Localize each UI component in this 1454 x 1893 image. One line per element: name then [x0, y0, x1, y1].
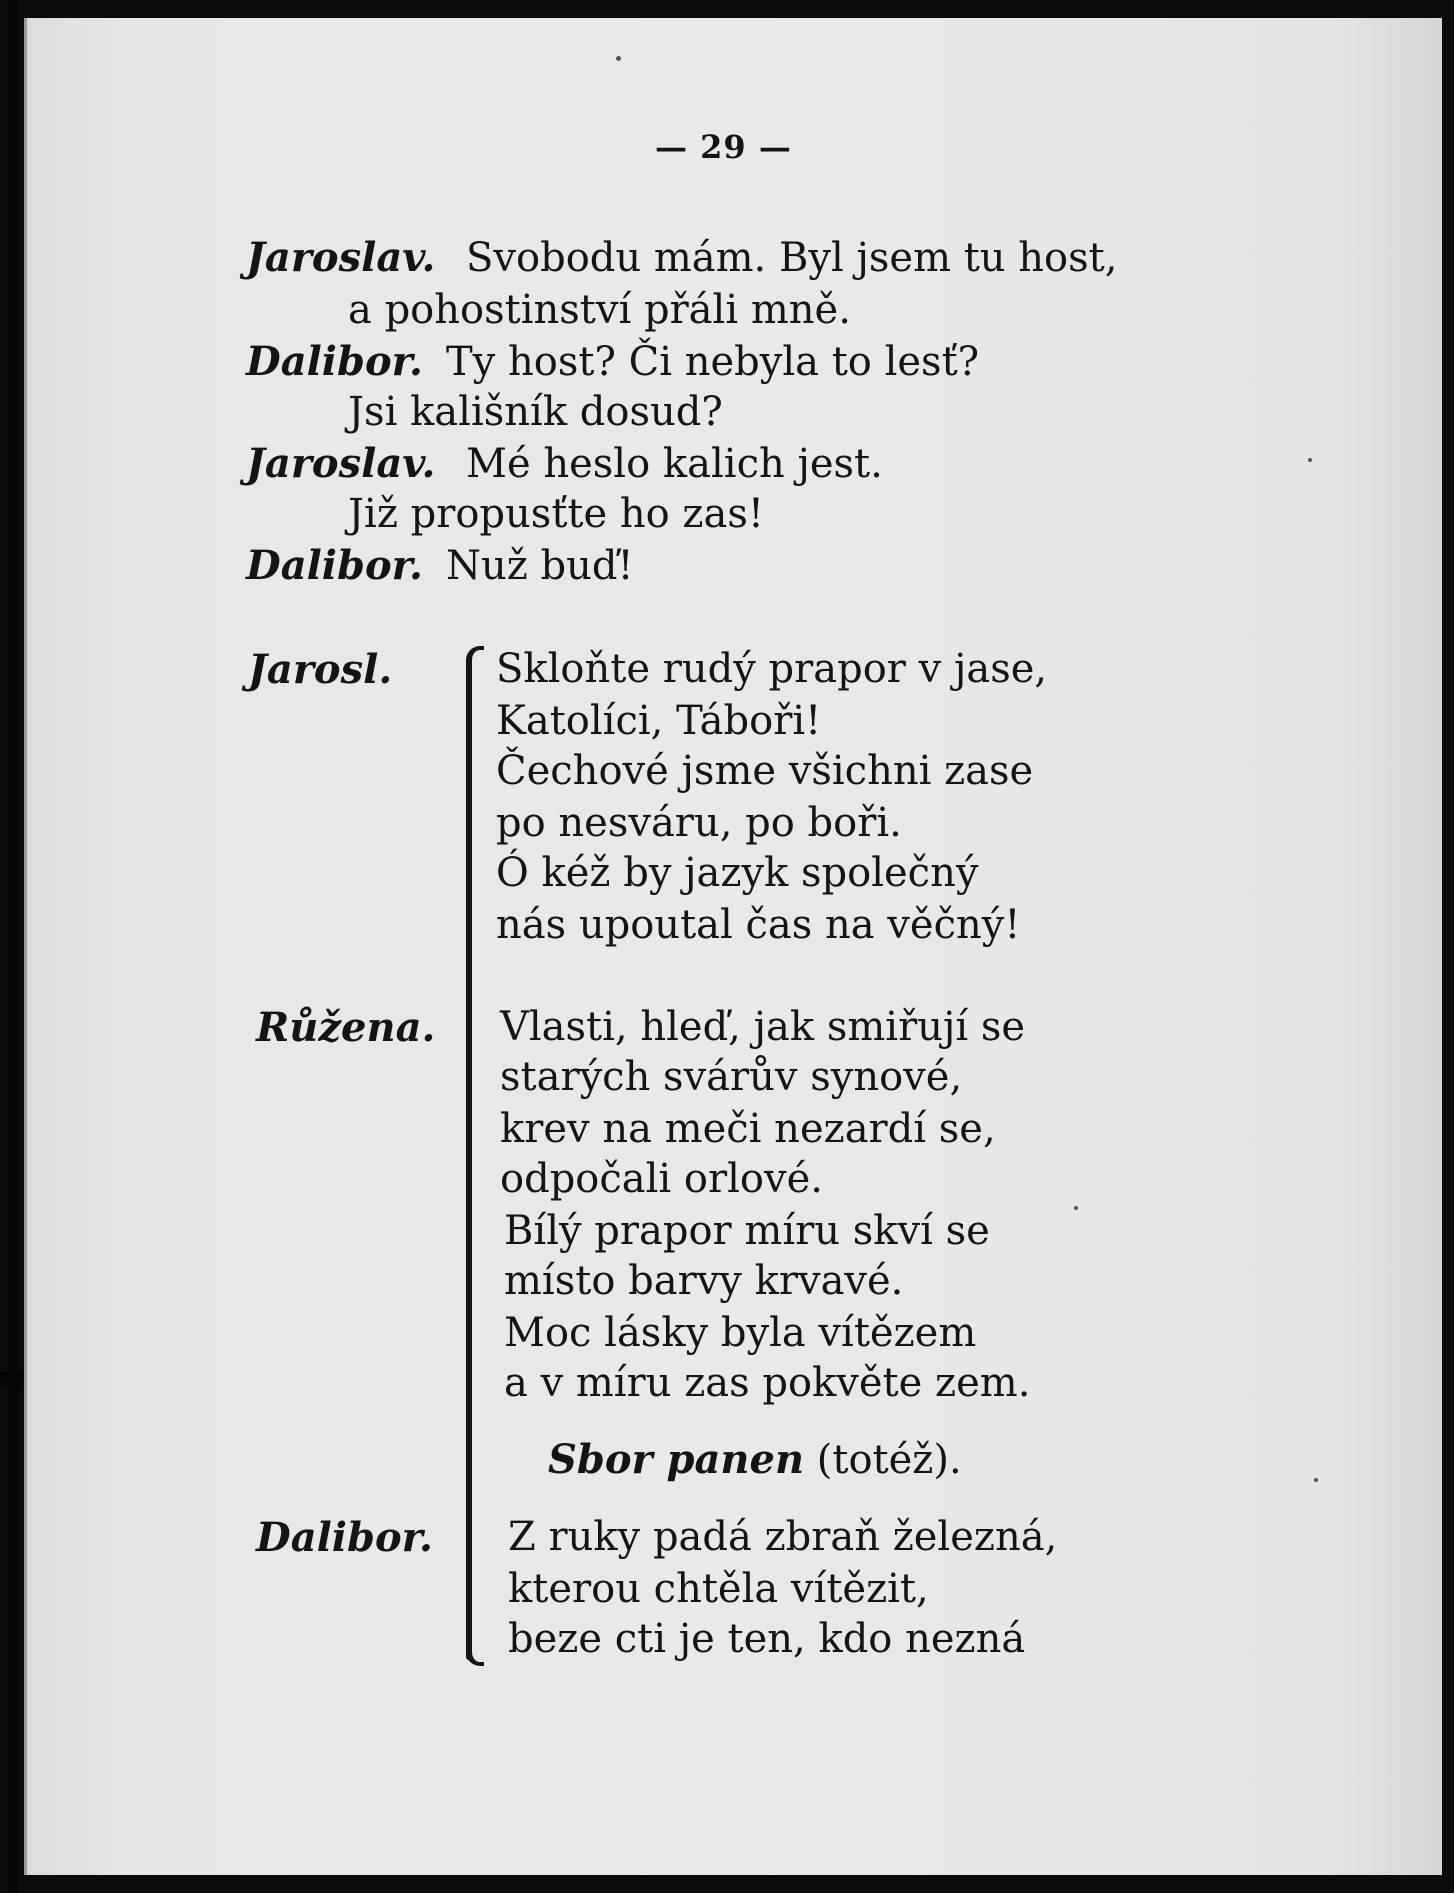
- scan-speck: [1314, 1478, 1318, 1482]
- verse-line: Katolíci, Táboři!: [496, 698, 822, 744]
- dialogue-speaker: Dalibor.: [246, 542, 423, 589]
- verse-line: Ó kéž by jazyk společný: [496, 850, 979, 896]
- scan-speck: [1074, 1206, 1078, 1210]
- verse-line: Bílý prapor míru skví se: [504, 1208, 990, 1254]
- dialogue-speaker: Jaroslav.: [246, 440, 436, 487]
- verse-line: nás upoutal čas na věčný!: [496, 902, 1021, 948]
- song-speaker: Růžena.: [256, 1004, 436, 1051]
- verse-line: Moc lásky byla vítězem: [504, 1310, 977, 1356]
- chorus-name: Sbor panen: [548, 1436, 805, 1483]
- verse-line: Čechové jsme všichni zase: [496, 748, 1034, 794]
- dialogue-speaker: Jaroslav.: [246, 234, 436, 281]
- verse-line: kterou chtěla vítězit,: [508, 1566, 929, 1612]
- verse-line: Vlasti, hleď, jak smiřují se: [500, 1004, 1026, 1050]
- chorus-direction: [548, 1436, 962, 1483]
- verse-brace: [466, 660, 472, 1660]
- verse-line: a v míru zas pokvěte zem.: [504, 1360, 1031, 1406]
- chorus-note: (totéž).: [816, 1437, 962, 1483]
- dialogue-text: Jsi kališník dosud?: [348, 389, 723, 435]
- song-speaker: Jarosl.: [248, 646, 393, 693]
- spine-mark: [0, 1372, 24, 1386]
- dialogue-text: Mé heslo kalich jest.: [466, 441, 883, 487]
- verse-line: beze cti je ten, kdo nezná: [508, 1616, 1026, 1662]
- verse-line: starých svárův synové,: [500, 1054, 963, 1100]
- verse-line: krev na meči nezardí se,: [500, 1106, 996, 1152]
- scan-speck: [616, 56, 621, 61]
- dialogue-text: Svobodu mám. Byl jsem tu host,: [466, 235, 1118, 281]
- page-number: — 29 —: [655, 128, 792, 166]
- dialogue-speaker: Dalibor.: [246, 338, 423, 385]
- song-speaker: Dalibor.: [256, 1514, 433, 1561]
- book-spine-edge: [8, 0, 18, 1893]
- dialogue-text: Již propusťte ho zas!: [348, 491, 764, 537]
- dialogue-text: Nuž buď!: [446, 543, 634, 589]
- dialogue-text: Ty host? Či nebyla to lesť?: [446, 339, 980, 385]
- dialogue-text: a pohostinství přáli mně.: [348, 287, 851, 333]
- verse-line: po nesváru, po boři.: [496, 800, 902, 846]
- verse-line: Z ruky padá zbraň železná,: [508, 1514, 1058, 1560]
- scan-speck: [1308, 458, 1312, 462]
- verse-line: Skloňte rudý prapor v jase,: [496, 646, 1048, 692]
- verse-line: místo barvy krvavé.: [504, 1258, 904, 1304]
- verse-line: odpočali orlové.: [500, 1156, 823, 1202]
